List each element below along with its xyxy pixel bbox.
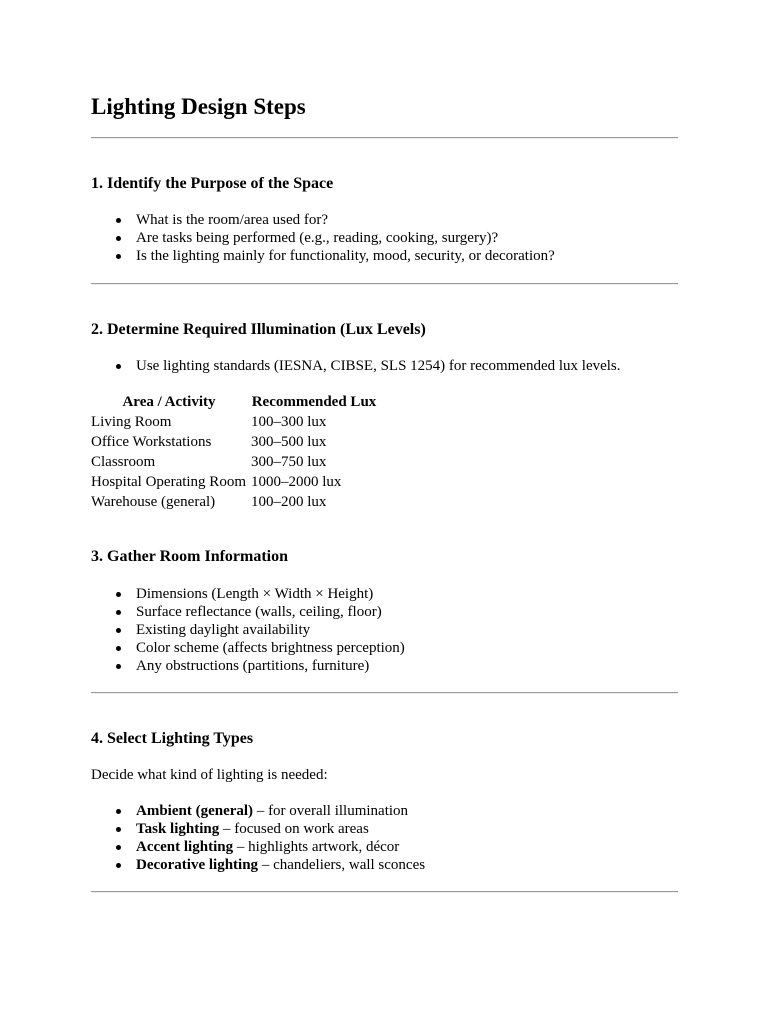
list-item: Any obstructions (partitions, furniture) <box>136 657 405 675</box>
section-1-heading: 1. Identify the Purpose of the Space <box>91 175 334 192</box>
list-item: Use lighting standards (IESNA, CIBSE, SLS 1254) for recommended lux levels. <box>136 358 621 374</box>
list-item <box>136 838 425 856</box>
list-item: Dimensions (Length × Width × Height) <box>136 585 405 603</box>
table-cell: 1000–2000 lux <box>251 474 342 490</box>
list-item: Are tasks being performed (e.g., reading, cooking, surgery)? <box>136 229 555 247</box>
table-cell: Living Room <box>91 414 172 430</box>
section-4-intro: Decide what kind of lighting is needed: <box>91 767 328 783</box>
list-item-term: Decorative lighting <box>136 857 259 873</box>
section-4-list <box>91 802 425 874</box>
section-1-list <box>91 211 555 265</box>
table-cell: Office Workstations <box>91 434 212 450</box>
list-item: Is the lighting mainly for functionality, mood, security, or decoration? <box>136 248 555 264</box>
table-row <box>89 492 379 512</box>
table-cell: 300–500 lux <box>251 434 327 450</box>
section-2-heading: 2. Determine Required Illumination (Lux Levels) <box>91 321 426 338</box>
list-item-term: Ambient (general) <box>136 803 254 819</box>
section-3-list <box>91 585 405 675</box>
list-item: Existing daylight availability <box>136 621 405 639</box>
list-item <box>136 802 425 820</box>
column-header-lux: Recommended Lux <box>251 394 377 410</box>
table-cell: 300–750 lux <box>251 454 327 470</box>
list-item-desc: – chandeliers, wall sconces <box>258 857 426 873</box>
table-cell: 100–200 lux <box>251 494 327 510</box>
list-item <box>136 820 425 838</box>
section-3-heading: 3. Gather Room Information <box>91 548 289 565</box>
divider <box>91 137 678 139</box>
section-2-list <box>91 357 621 375</box>
column-header-area: Area / Activity <box>122 394 216 410</box>
list-item-term: Task lighting <box>136 821 220 837</box>
divider <box>91 692 678 694</box>
table-cell: Warehouse (general) <box>91 494 216 510</box>
list-item <box>136 856 425 874</box>
table-row <box>89 412 379 432</box>
list-item-desc: – for overall illumination <box>253 803 409 819</box>
divider <box>91 891 678 893</box>
table-row <box>89 472 379 492</box>
page-title: Lighting Design Steps <box>91 94 306 119</box>
section-4-heading: 4. Select Lighting Types <box>91 730 254 747</box>
list-item-desc: – highlights artwork, décor <box>233 839 400 855</box>
list-item-desc: – focused on work areas <box>219 821 369 837</box>
list-item: Color scheme (affects brightness perception) <box>136 640 405 656</box>
table-header-row <box>89 392 379 412</box>
list-item-term: Accent lighting <box>136 839 234 855</box>
table-row <box>89 452 379 472</box>
divider <box>91 283 678 285</box>
list-item: What is the room/area used for? <box>136 211 555 229</box>
table-cell: 100–300 lux <box>251 414 327 430</box>
table-cell: Hospital Operating Room <box>91 474 246 490</box>
table-row <box>89 432 379 452</box>
list-item: Surface reflectance (walls, ceiling, floor) <box>136 603 405 621</box>
table-cell: Classroom <box>91 454 156 470</box>
lux-table <box>89 392 379 512</box>
